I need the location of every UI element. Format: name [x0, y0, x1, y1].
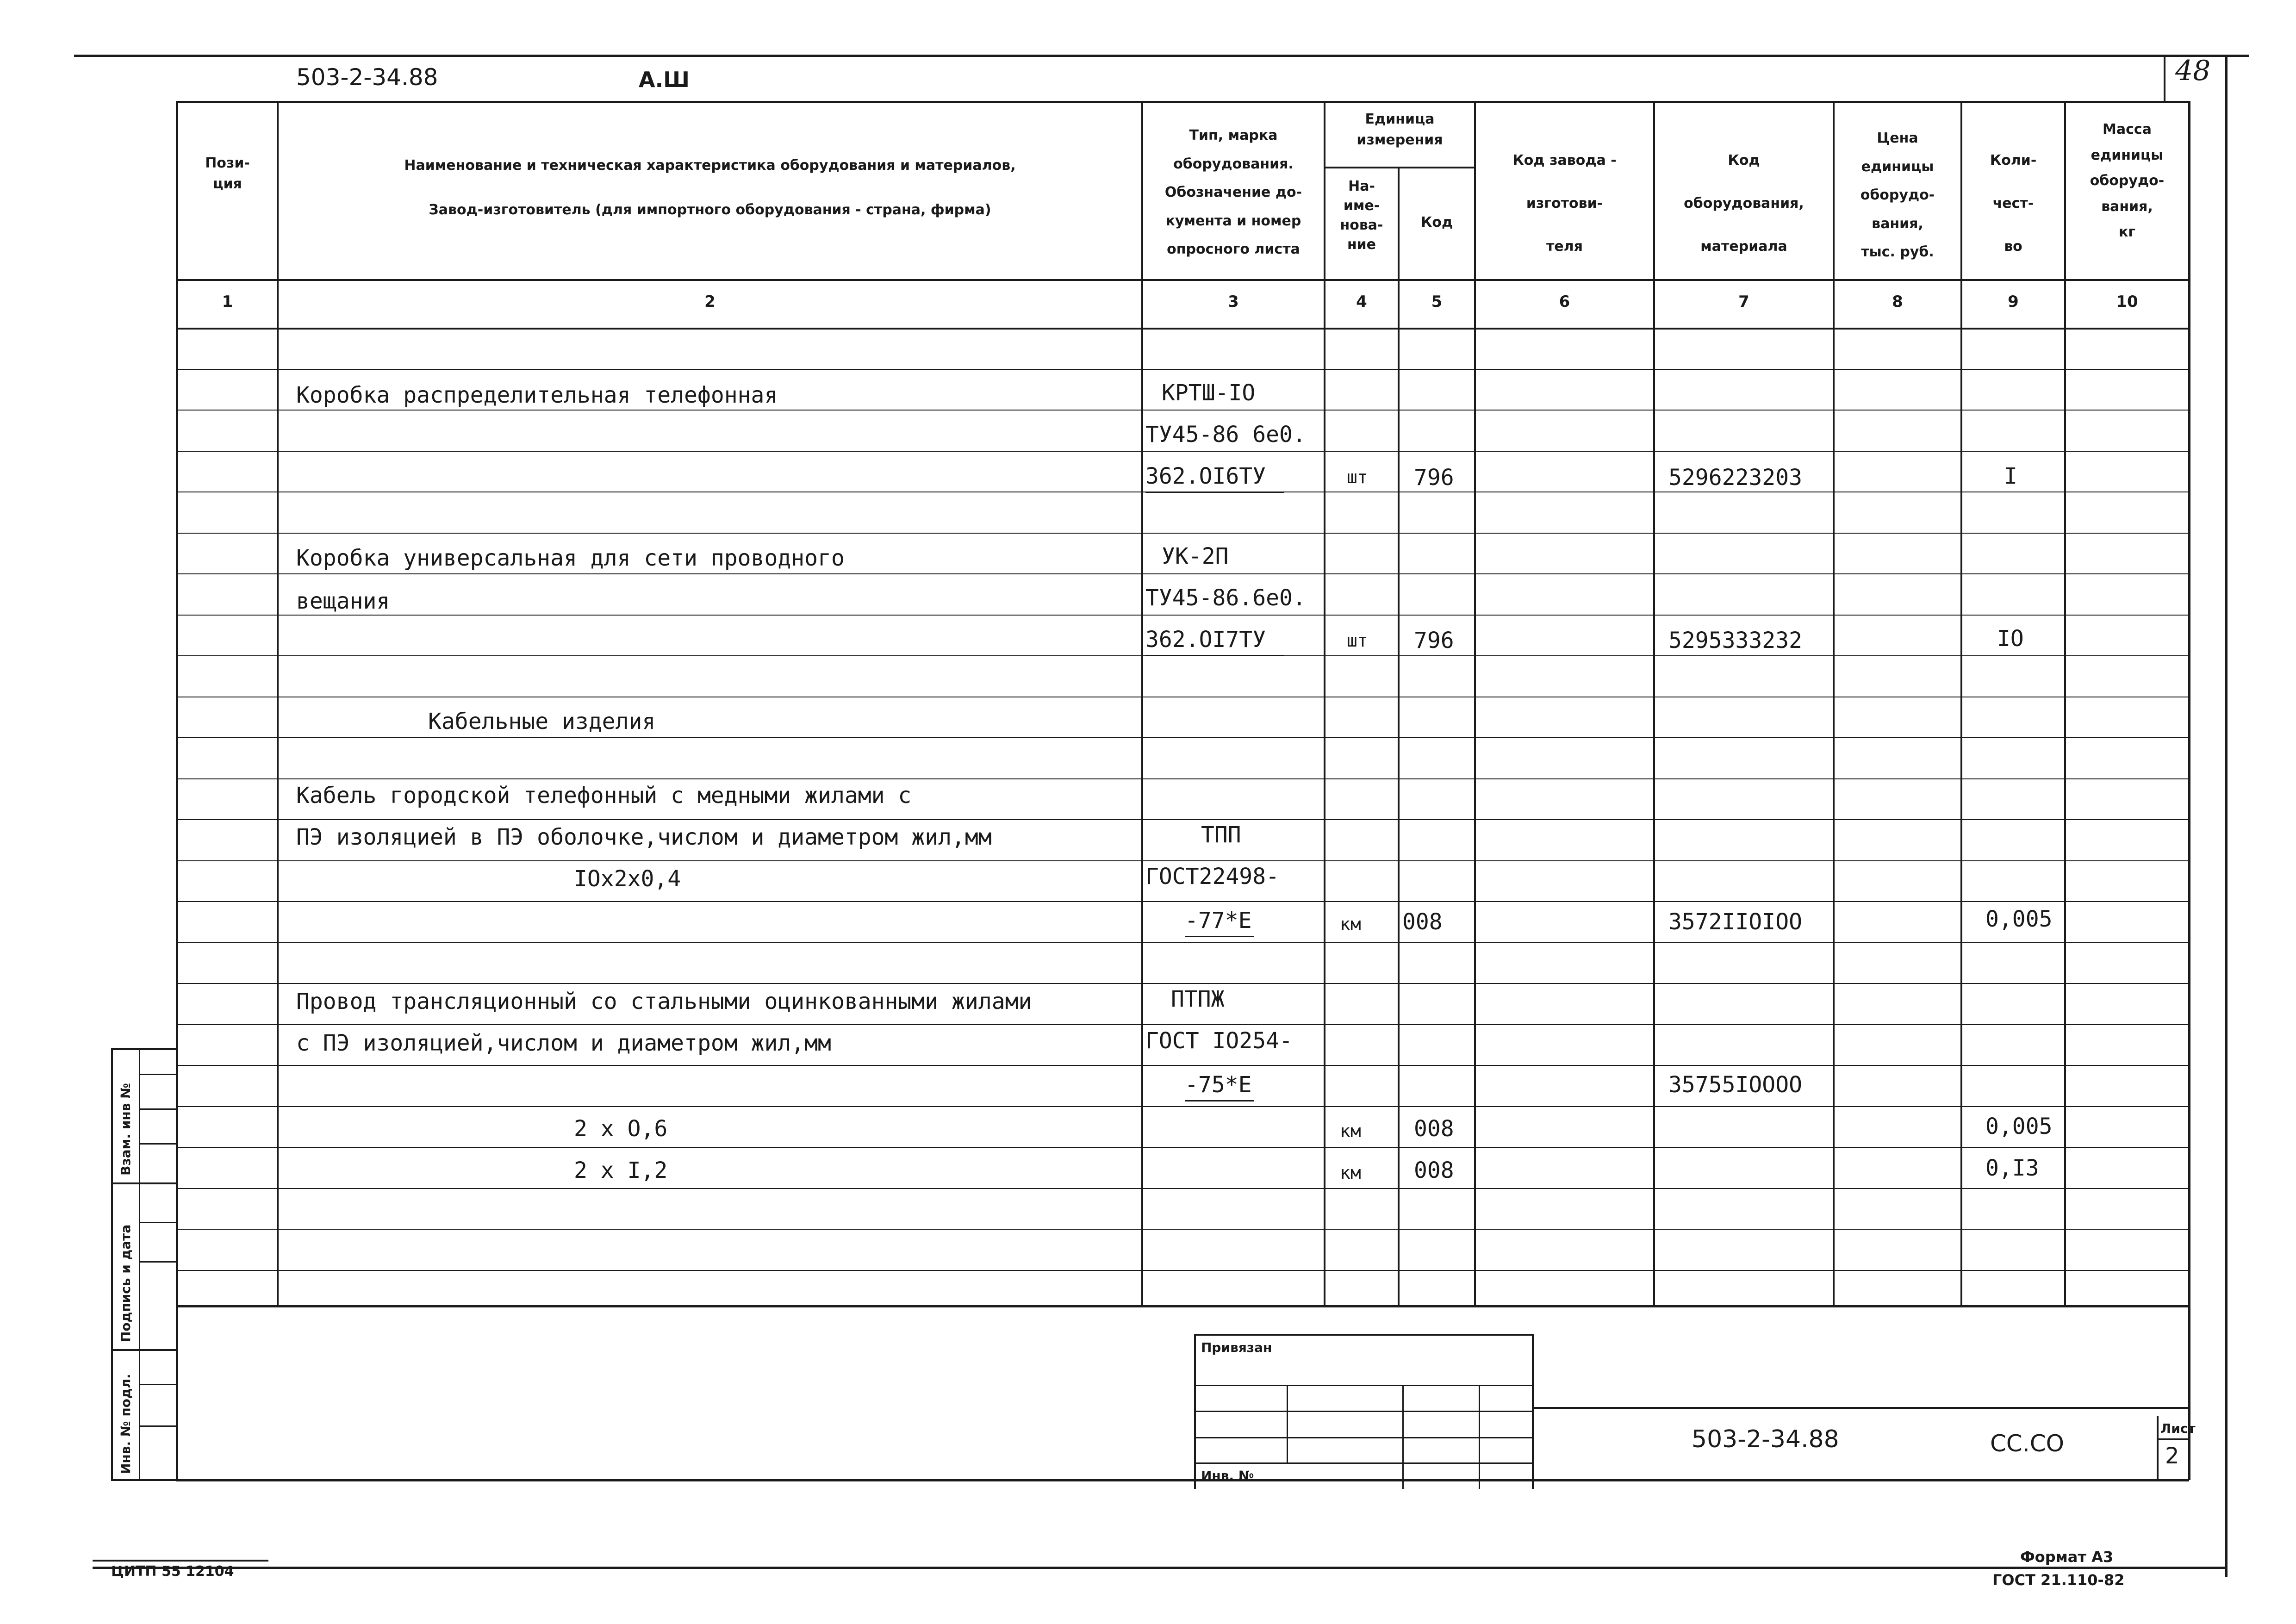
row-1-name: Коробка распределительная телефонная — [296, 382, 778, 408]
section-heading-cables: Кабельные изделия — [428, 709, 656, 734]
footer-format: Формат А3 — [2020, 1548, 2114, 1566]
right-border-line — [2225, 55, 2228, 1577]
row-separator — [178, 451, 2188, 452]
row-separator — [178, 860, 2188, 861]
row-11-unit-code: 008 — [1402, 909, 1443, 935]
underline-r11-type — [1185, 936, 1254, 937]
table-numrow-bottom — [176, 328, 2189, 330]
top-border-line — [74, 55, 2249, 57]
inv-label: Инв. № — [1201, 1468, 1254, 1483]
col-sep-3 — [1324, 101, 1325, 1307]
row-3-equip-code: 5296223203 — [1668, 465, 1802, 491]
row-6-type: 362.OI7TУ — [1145, 627, 1266, 653]
row-separator — [178, 1229, 2188, 1230]
row-separator — [178, 819, 2188, 820]
row-separator — [178, 1188, 2188, 1189]
row-2-type: ТУ45-86 6е0. — [1145, 422, 1306, 448]
col-num-5: 5 — [1431, 292, 1443, 311]
col-sep-6 — [1653, 101, 1655, 1307]
col-header-unit-code: Код — [1420, 214, 1453, 230]
footer-left-line — [93, 1560, 268, 1562]
side-strip-left — [111, 1048, 113, 1481]
row-6-unit-code: 796 — [1414, 628, 1454, 653]
stamp-bottom — [176, 1479, 2189, 1481]
table-right — [2188, 101, 2190, 1480]
col-header-mass: Масса единицы оборудо- вания, кг — [2090, 121, 2165, 240]
row-separator — [178, 942, 2188, 943]
row-10-name: IOx2x0,4 — [574, 866, 681, 892]
col-header-quantity: Коли- чест- во — [1990, 152, 2037, 255]
sheet-box-left — [2157, 1416, 2159, 1481]
col-header-unit-group: Единица измерения — [1356, 111, 1443, 148]
col-num-9: 9 — [2008, 292, 2019, 311]
table-top — [176, 101, 2189, 103]
stamp-mark: СС.СО — [1990, 1430, 2064, 1457]
col-num-6: 6 — [1559, 292, 1570, 311]
row-15-unit-code: 008 — [1414, 1116, 1454, 1142]
side-strip-bottom — [111, 1479, 176, 1481]
bottom-border-line — [93, 1567, 2226, 1569]
side-strip-top — [111, 1048, 176, 1050]
bound-box-v1 — [1287, 1385, 1288, 1463]
bound-box-h2 — [1194, 1411, 1534, 1412]
stamp-mid-line — [1532, 1407, 2188, 1409]
row-separator — [178, 573, 2188, 574]
bound-label: Привязан — [1201, 1340, 1272, 1355]
row-6-qty: IO — [1997, 626, 2024, 652]
footer-gost: ГОСТ 21.110-82 — [1992, 1571, 2125, 1589]
col-header-type: Тип, марка оборудования. Обозначение до- кумента и номер опросного листа — [1164, 127, 1302, 257]
bound-box-v3 — [1479, 1385, 1480, 1489]
row-13-name: с ПЭ изоляцией,числом и диаметром жил,мм — [296, 1030, 831, 1056]
row-separator — [178, 1106, 2188, 1107]
row-separator — [178, 1024, 2188, 1025]
col-header-name: Наименование и техническая характеристика оборудования и материалов, Завод-изготовитель (для импортного оборудования - страна, фирма) — [404, 157, 1016, 218]
row-separator — [178, 369, 2188, 370]
row-separator — [178, 983, 2188, 984]
col-header-position: Пози- ция — [205, 155, 250, 192]
row-separator — [178, 533, 2188, 534]
col-num-7: 7 — [1738, 292, 1749, 311]
row-11-unit: км — [1340, 914, 1361, 934]
row-14-type: -75*Е — [1185, 1072, 1252, 1098]
col-header-unit-name: На- име- нова- ние — [1340, 178, 1383, 253]
col-sep-4 — [1398, 167, 1400, 1307]
row-10-type: ГОСТ22498- — [1145, 864, 1279, 890]
row-separator — [178, 1065, 2188, 1066]
col-sep-9 — [2064, 101, 2066, 1307]
sheet-code: 503-2-34.88 — [296, 64, 438, 91]
side-strip-stub-4 — [139, 1222, 176, 1223]
row-6-equip-code: 5295333232 — [1668, 628, 1802, 653]
row-separator — [178, 778, 2188, 779]
page-box-left — [2164, 55, 2165, 101]
side-strip-stub-2 — [139, 1108, 176, 1110]
row-9-name: ПЭ изоляцией в ПЭ оболочке,числом и диаметром жил,мм — [296, 824, 992, 850]
row-16-unit: км — [1340, 1163, 1361, 1183]
album-mark: А.Ш — [639, 67, 690, 92]
row-3-unit: шт — [1347, 467, 1368, 487]
side-strip-stub-1 — [139, 1074, 176, 1075]
col-num-1: 1 — [222, 292, 233, 311]
underline-r14-type — [1185, 1100, 1254, 1101]
underline-r6-type — [1145, 655, 1284, 656]
row-1-type: КРТШ-IO — [1162, 380, 1256, 406]
row-16-unit-code: 008 — [1414, 1157, 1454, 1183]
bound-box-top — [1194, 1334, 1534, 1336]
col-num-8: 8 — [1892, 292, 1903, 311]
side-strip-stub-5 — [139, 1261, 176, 1263]
page-number: 48 — [2175, 55, 2211, 87]
row-14-equip-code: 35755IOOOO — [1668, 1072, 1802, 1098]
underline-r3-type — [1145, 492, 1284, 493]
col-num-10: 10 — [2116, 292, 2138, 311]
row-11-qty: 0,005 — [1985, 906, 2053, 932]
row-11-type: -77*Е — [1185, 908, 1252, 933]
col-num-4: 4 — [1356, 292, 1367, 311]
row-5-name: вещания — [296, 588, 390, 614]
row-3-unit-code: 796 — [1414, 465, 1454, 491]
col-num-2: 2 — [704, 292, 716, 311]
row-separator — [178, 737, 2188, 738]
bound-box-h1 — [1194, 1385, 1534, 1386]
table-header-bottom — [176, 279, 2189, 281]
row-15-qty: 0,005 — [1985, 1114, 2053, 1139]
side-strip-stub-3 — [139, 1143, 176, 1145]
side-strip-stub-6 — [139, 1384, 176, 1385]
side-strip-sep-2 — [111, 1349, 176, 1351]
row-13-type: ГОСТ IO254- — [1145, 1028, 1293, 1054]
row-3-qty: I — [2004, 463, 2017, 489]
col-sep-5 — [1474, 101, 1476, 1307]
bound-box-h4 — [1194, 1462, 1534, 1464]
row-separator — [178, 410, 2188, 411]
row-separator — [178, 1147, 2188, 1148]
unit-group-split — [1324, 167, 1475, 168]
row-3-type: 362.OI6TУ — [1145, 463, 1266, 489]
row-9-type: ТПП — [1201, 822, 1241, 848]
row-12-type: ПТПЖ — [1171, 986, 1225, 1012]
row-5-type: ТУ45-86.6е0. — [1145, 585, 1306, 611]
side-label-replaced-inv: Взам. инв № — [118, 1083, 133, 1176]
sheet-label: Лист — [2160, 1421, 2196, 1436]
bound-box-h3 — [1194, 1437, 1534, 1438]
side-strip-sep-1 — [111, 1182, 176, 1184]
side-label-original-inv: Инв. № подл. — [118, 1374, 133, 1474]
row-4-type: УК-2П — [1162, 543, 1229, 569]
col-num-3: 3 — [1228, 292, 1239, 311]
sheet-number: 2 — [2165, 1443, 2179, 1469]
col-sep-1 — [277, 101, 279, 1307]
col-header-price: Цена единицы оборудо- вания, тыс. руб. — [1860, 130, 1935, 260]
row-separator — [178, 615, 2188, 616]
col-sep-2 — [1141, 101, 1143, 1307]
footer-left-code: ЦИТП 55 12104 — [111, 1563, 234, 1580]
side-strip-stub-7 — [139, 1425, 176, 1427]
row-separator — [178, 901, 2188, 902]
side-strip-divider — [139, 1048, 140, 1481]
col-header-factory-code: Код завода - изготови- теля — [1512, 152, 1617, 255]
row-11-equip-code: 3572IIOIOO — [1668, 909, 1802, 935]
sheet-box-mid — [2157, 1438, 2189, 1440]
row-16-qty: 0,I3 — [1985, 1155, 2039, 1181]
col-sep-8 — [1960, 101, 1962, 1307]
table-bottom — [176, 1305, 2189, 1307]
row-15-unit: км — [1340, 1121, 1361, 1141]
bound-box-v2 — [1402, 1385, 1404, 1489]
row-separator — [178, 1270, 2188, 1271]
col-sep-7 — [1833, 101, 1835, 1307]
stamp-doc-code: 503-2-34.88 — [1692, 1425, 1839, 1453]
row-16-name: 2 x I,2 — [574, 1157, 668, 1183]
row-4-name: Коробка универсальная для сети проводного — [296, 545, 845, 571]
col-header-equipment-code: Код оборудования, материала — [1684, 152, 1804, 255]
row-6-unit: шт — [1347, 630, 1368, 651]
side-label-signature-date: Подпись и дата — [118, 1224, 133, 1342]
row-15-name: 2 x O,6 — [574, 1116, 668, 1142]
row-8-name: Кабель городской телефонный с медными жилами с — [296, 783, 912, 809]
row-12-name: Провод трансляционный со стальными оцинкованными жилами — [296, 989, 1032, 1014]
